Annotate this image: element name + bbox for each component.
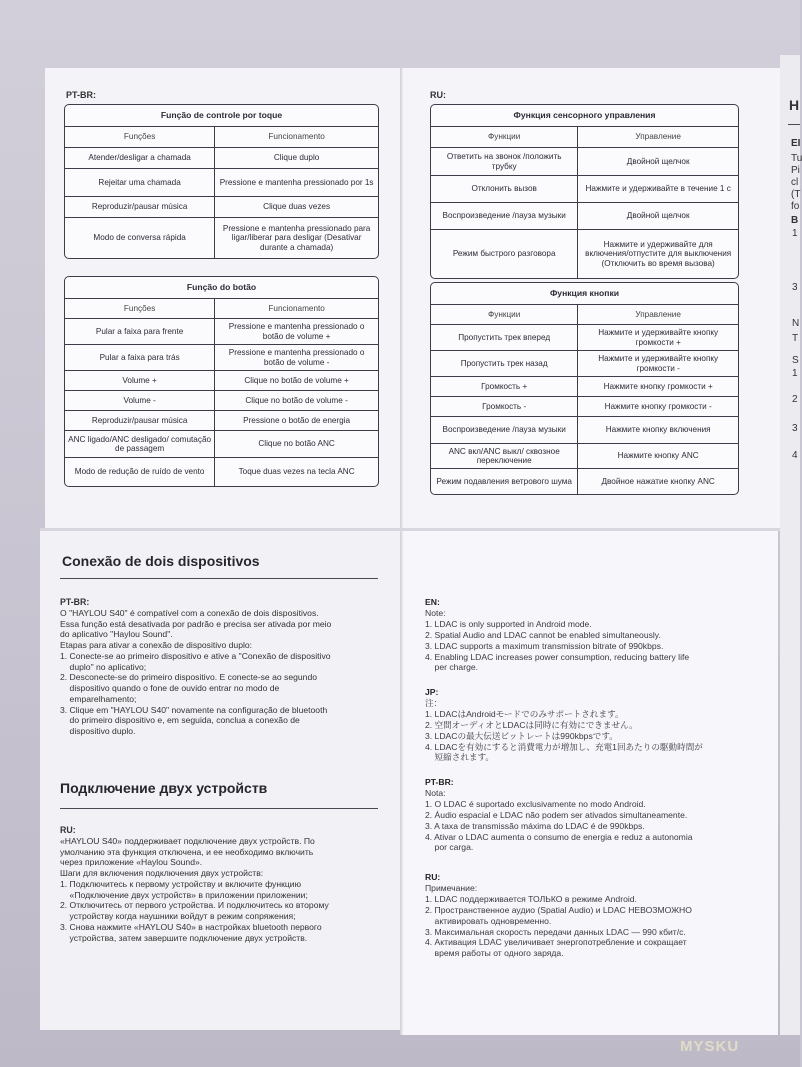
ru-lang-label: RU: (60, 825, 76, 835)
table-row (431, 325, 738, 351)
table-title: Função do botão (65, 277, 378, 299)
table-row (65, 148, 378, 169)
text-line: por carga. (425, 842, 474, 853)
table-cell: Нажмите и удерживайте для включения/отпустите для выключения (Отключить во время вызова) (585, 239, 732, 268)
table-cell: Toque duas vezes na tecla ANC (238, 467, 355, 477)
text-line: Etapas para ativar a conexão de dispositivo duplo: (60, 640, 253, 651)
table-cell: Громкость + (431, 377, 578, 396)
table-row (431, 469, 738, 494)
header-cell: Funcionamento (268, 132, 325, 142)
table-cell: Atender/desligar a chamada (65, 148, 215, 168)
text-line: 2. Spatial Audio and LDAC cannot be enabled simultaneously. (425, 629, 661, 640)
table-cell: Нажмите и удерживайте кнопку громкости - (598, 354, 719, 373)
table-cell: Clique no botão de volume + (244, 375, 349, 385)
text-line: per charge. (425, 662, 479, 673)
text-line: Note: (425, 607, 446, 618)
header-cell: Funcionamento (268, 303, 325, 313)
table-cell: Громкость - (431, 397, 578, 416)
edge-fragment: 1 (792, 368, 798, 379)
touch-table-ru (430, 104, 739, 279)
lang-label: PT-BR: (425, 777, 454, 787)
header-cell: Funções (65, 127, 215, 147)
text-line: 2. Пространственное аудио (Spatial Audio) и LDAC НЕВОЗМОЖНО (425, 904, 692, 915)
text-line: через приложение «Haylou Sound». (60, 857, 203, 868)
edge-fragment: cl (791, 177, 799, 188)
table-cell: ANC вкл/ANC выкл/ сквозное переключение (431, 444, 578, 468)
watermark: MYSKU (680, 1038, 740, 1055)
table-title: Função de controle por toque (65, 105, 378, 127)
table-row (431, 417, 738, 444)
table-cell: Pressione e mantenha pressionado por 1s (219, 177, 374, 187)
horizontal-fold (40, 528, 780, 531)
table-row (65, 345, 378, 371)
table-cell: Pressione e mantenha pressionado o botão de volume + (228, 322, 365, 341)
note-en (425, 597, 755, 673)
table-cell: Нажмите кнопку громкости - (604, 401, 712, 411)
text-line: dispositivo quando o fone de ouvido entrar no modo de (60, 683, 280, 694)
lang-label-ru: RU: (430, 90, 446, 100)
button-table-pt (64, 276, 379, 487)
table-cell: Pressione e mantenha pressionado o botão de volume - (228, 348, 365, 367)
divider (60, 808, 378, 809)
table-cell: Clique duas vezes (263, 202, 331, 212)
text-line: 4. Enabling LDAC increases power consumption, reducing battery life (425, 651, 690, 662)
pt-lang-label: PT-BR: (60, 597, 90, 607)
note-ru (425, 872, 755, 959)
text-line: 注： (425, 697, 443, 708)
text-line: «HAYLOU S40» поддерживает подключение двух устройств. По (60, 835, 315, 846)
header-cell: Funções (65, 299, 215, 318)
table-cell: Режим быстрого разговора (431, 230, 578, 278)
table-row (431, 203, 738, 230)
text-line: duplo" no aplicativo; (60, 661, 147, 672)
text-line: O "HAYLOU S40" é compatível com a conexão de dois dispositivos. (60, 607, 319, 618)
table-cell: Пропустить трек вперед (431, 325, 578, 350)
text-line: умолчанию эта функция отключена, и ее необходимо включить (60, 846, 314, 857)
table-cell: Modo de conversa rápida (65, 218, 215, 258)
note-pt (425, 777, 755, 853)
pt-paragraph (60, 597, 390, 737)
table-cell: Rejeitar uma chamada (65, 169, 215, 196)
text-line: 4. LDACを有効にすると消費電力が増加し、充電1回あたりの駆動時間が (425, 741, 703, 752)
text-line: Примечание: (425, 882, 478, 893)
lang-label: JP: (425, 687, 439, 697)
table-cell: Clique no botão ANC (258, 439, 335, 449)
table-row (431, 377, 738, 397)
text-line: 1. Conecte-se ao primeiro dispositivo e ative a "Conexão de dispositivo (60, 650, 331, 661)
table-cell: Pular a faixa para trás (65, 345, 215, 370)
table-row (65, 431, 378, 458)
text-line: 1. LDAC поддерживается ТОЛЬКО в режиме Android. (425, 893, 637, 904)
edge-fragment: 3 (792, 423, 798, 434)
text-line: 1. LDACはAndroidモードでのみサポートされます。 (425, 708, 624, 719)
edge-fragment: (T (791, 189, 801, 200)
text-line: 4. Ativar o LDAC aumenta o consumo de energia e reduz a autonomia (425, 831, 693, 842)
table-cell: Нажмите кнопку включения (605, 425, 711, 435)
text-line: 2. Отключитесь от первого устройства. И подключитесь ко второму (60, 900, 329, 911)
table-title: Функция кнопки (431, 283, 738, 305)
vertical-fold (400, 68, 403, 1035)
table-row (65, 319, 378, 345)
table-cell: Воспроизведение /пауза музыки (431, 417, 578, 443)
edge-fragment: 4 (792, 450, 798, 461)
table-header (431, 127, 738, 148)
text-line: 3. Снова нажмите «HAYLOU S40» в настройках bluetooth первого (60, 921, 322, 932)
table-cell: Reproduzir/pausar música (65, 197, 215, 217)
lang-label: EN: (425, 597, 440, 607)
table-row (431, 444, 738, 469)
table-cell: Ответить на звонок /положить трубку (431, 148, 578, 175)
table-row (431, 351, 738, 377)
table-cell: Pular a faixa para frente (65, 319, 215, 344)
table-cell: Pressione o botão de energia (243, 415, 351, 425)
table-row (431, 148, 738, 176)
text-line: 3. A taxa de transmissão máxima do LDAC é de 990kbps. (425, 820, 645, 831)
edge-fragment: B (791, 215, 799, 226)
table-cell: Воспроизведение /пауза музыки (431, 203, 578, 229)
table-row (431, 230, 738, 278)
table-cell: Clique no botão de volume - (245, 395, 348, 405)
text-line: 1. Подключитесь к первому устройству и включите функцию (60, 878, 302, 889)
text-line: do aplicativo "Haylou Sound". (60, 629, 173, 640)
text-line: 3. LDACの最大伝送ビットレートは990kbpsです。 (425, 730, 618, 741)
table-cell: Отклонить вызов (431, 176, 578, 202)
text-line: Essa função está desativada por padrão e precisa ser ativada por meio (60, 618, 332, 629)
table-header (65, 299, 378, 319)
table-header (65, 127, 378, 148)
table-cell: Pressione e mantenha pressionado para ligar/liberar para desligar (Desativar durante a chamada) (222, 223, 371, 252)
lang-label-pt: PT-BR: (66, 90, 96, 100)
text-line: устройству когда наушники войдут в режим сопряжения; (60, 911, 296, 922)
edge-fragment: 3 (792, 282, 798, 293)
text-line: «Подключение двух устройств» в приложении приложении; (60, 889, 308, 900)
table-cell: Reproduzir/pausar música (65, 411, 215, 430)
table-row (65, 458, 378, 486)
table-cell: ANC ligado/ANC desligado/ comutação de passagem (65, 431, 215, 457)
table-row (431, 397, 738, 417)
note-jp (425, 687, 755, 763)
edge-fragment: T (792, 333, 799, 344)
table-cell: Двойное нажатие кнопку ANC (601, 476, 715, 486)
header-cell: Управление (635, 132, 681, 142)
table-row (65, 218, 378, 258)
text-line: 2. Áudio espacial e LDAC não podem ser ativados simultaneamente. (425, 809, 688, 820)
text-line: 1. LDAC is only supported in Android mode. (425, 618, 592, 629)
divider (788, 124, 800, 125)
table-header (431, 305, 738, 325)
header-cell: Функции (431, 305, 578, 324)
edge-fragment: Tu (791, 153, 802, 164)
table-title: Функция сенсорного управления (431, 105, 738, 127)
edge-fragment: Pi (791, 165, 800, 176)
header-cell: Функции (431, 127, 578, 147)
table-cell: Режим подавления ветрового шума (431, 469, 578, 494)
table-row (431, 176, 738, 203)
text-line: emparelhamento; (60, 693, 137, 704)
edge-fragment: N (792, 318, 800, 329)
text-line: активировать одновременно. (425, 915, 552, 926)
text-line: 3. Максимальная скорость передачи данных LDAC — 990 кбит/с. (425, 926, 686, 937)
edge-fragment: H (789, 97, 800, 113)
text-line: Nota: (425, 787, 446, 798)
table-row (65, 391, 378, 411)
table-row (65, 169, 378, 197)
text-line: 1. O LDAC é suportado exclusivamente no modo Android. (425, 798, 646, 809)
table-row (65, 371, 378, 391)
lang-label: RU: (425, 872, 441, 882)
ru-paragraph (60, 825, 390, 943)
edge-fragment: S (792, 355, 799, 366)
table-cell: Нажмите кнопку ANC (617, 451, 699, 461)
text-line: время работы от одного заряда. (425, 948, 564, 959)
text-line: 3. LDAC supports a maximum transmission bitrate of 990kbps. (425, 640, 664, 651)
text-line: dispositivo duplo. (60, 726, 136, 737)
table-cell: Volume + (65, 371, 215, 390)
text-line: 2. 空間オーディオとLDACは同時に有効にできません。 (425, 719, 638, 730)
table-cell: Clique duplo (273, 153, 320, 163)
edge-fragment: 1 (792, 228, 798, 239)
divider (60, 578, 378, 579)
table-cell: Modo de redução de ruído de vento (65, 458, 215, 486)
text-line: устройства, затем завершите подключение двух устройств. (60, 932, 308, 943)
section-title-pt: Conexão de dois dispositivos (62, 553, 260, 569)
text-line: 2. Desconecte-se do primeiro dispositivo. E conecte-se ao segundo (60, 672, 317, 683)
edge-fragment: 2 (792, 394, 798, 405)
table-cell: Двойной щелчок (626, 211, 690, 221)
text-line: Шаги для включения подключения двух устройств: (60, 868, 264, 879)
text-line: 4. Активация LDAC увеличивает энергопотребление и сокращает (425, 937, 687, 948)
table-cell: Нажмите и удерживайте кнопку громкости + (598, 328, 719, 347)
table-row (65, 411, 378, 431)
table-cell: Пропустить трек назад (431, 351, 578, 376)
table-cell: Двойной щелчок (626, 156, 690, 166)
edge-fragment: fo (791, 201, 800, 212)
edge-fragment: EI (791, 138, 801, 149)
button-table-ru (430, 282, 739, 495)
text-line: do primeiro dispositivo e, em seguida, conclua a conexão de (60, 715, 300, 726)
text-line: 短縮されます。 (425, 752, 495, 763)
table-row (65, 197, 378, 218)
section-title-ru: Подключение двух устройств (60, 780, 268, 796)
touch-table-pt (64, 104, 379, 259)
header-cell: Управление (635, 309, 681, 319)
text-line: 3. Clique em "HAYLOU S40" novamente na configuração de bluetooth (60, 704, 328, 715)
table-cell: Volume - (65, 391, 215, 410)
table-cell: Нажмите кнопку громкости + (603, 381, 713, 391)
table-cell: Нажмите и удерживайте в течение 1 с (585, 184, 731, 194)
